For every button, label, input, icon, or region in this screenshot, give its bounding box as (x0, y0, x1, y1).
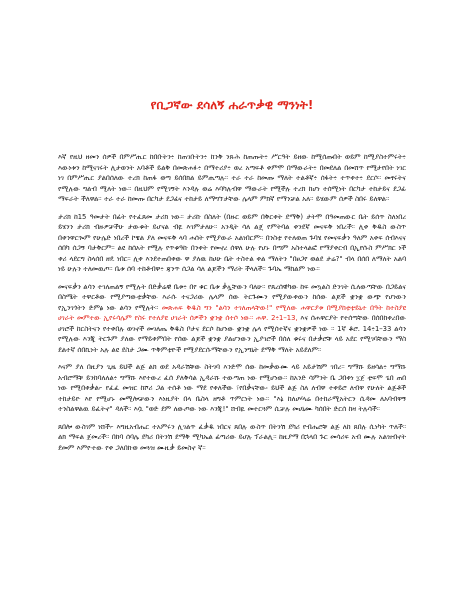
paragraph-2: ታሪክ ከ15 ዓመታት በፊት የተፈጸመ ታሪክ ነው። ታሪኩ በስለት (በዙር ወይም በቅርቀት ደማቅ) ታትሞ በዓመጠውር ቤት ይሰጥ ስለነበረ ይሄንን ታሪክ ብዙዎቻችሁ ታውቁት ይሆናል ብዬ እገምታለሁ። አንዲት ሳለ ልጄ የምትባል ቀንደኛ መናፍቅ ነበረች። ሊቀ ቅዱስ ውስጥ በቀንዋርጐም የሁሌድ ነበረች ኮዌል ያለ መናፍቅ ላባ ሐሰት የሚያውራ አልነበርም። በንስቲ የተለወጠ ጉባሄ የመናፍቃን ዓለም አቀፍ ሰብእናና ሰበካ ሰጋኝ ባታቅርም። ልዩ ከሰአት የሚሉ የጥቁዓኩ በንቀት የመኖረ ሰዋለ ሁሉ የሆኑ በጣም አስተላልፎ የማያቀርብ በኢየሱስ ምሥክር ነች ቀሪ ላደርግ ስላሰበ ዘዴ ነበር። ሊቀ እንደተጠበቀው ዋ ያለዉ ከሀሁ ቤት ተስተል ቀል ማለትን "በፀጋየ ወልደ ታሬ?" ብላ በሰበ ለማለት አልባ ነይ ሁሉን ተለመዉጦ። ቤቱ ሰባ ተከቶብዋ፥ ጃንጥ ሰጋል ሳለ ልጆችን ማሪት ችላለች። ጉባኤ ማከልም ነው። (58, 212, 406, 273)
document-body (58, 152, 406, 460)
paragraph-1: እኛ የዚህ ዘመን ሰዎች በምሥጢር ከበቡትን፥ ከጠገቡትን፥ ከንቅ ንጹሕ ከጠጡት፥ ሥርዓት ይዘው ከሚሰጡበት ወይም ከሚያስተምሩት፥ እውነቱን ከሚናገሩት ሊታወንት አባቶች ይልቅ በመጽሐፉ፥ በማተሪያ፥ ወረ አጣፍቶ ቀምሞ በማውራት፥ በመደለል በመሸጥ የሚታየበት ነገር ነገ በምሥጢር ያልበሰለው ተረክ ከጠፋ ወጣ ይሰበክል ይምጢጣሉ። ተራ ተራ ከመጡ ማለት ተልቶኛ፥ ሰፋት፥ ተጥቀተ፥ ደርሶ። መፃሩትና የሚሉው ግልብ ሚለት ነው። በዚህም የሚገኝት እንዳሉ ወሬ እባካሉብዋ ማውራት የሚችሉ ተረክ ከሆነ ተሰሚነት በርካታ ተከታይና ደጋፊ ማፍራት ችለዋል። ተራ ተራ ከመጡ በርካታ ደጋፊና ተከታይ ለማግኘታቸው ሌላም ምክኛ የማንቻል አለ። ይሄውም ሰዎች ስበሩ ይለዋል። (58, 153, 406, 203)
document-title: የቢጋኛው ደሳለኝ ሐራጥቃዊ ማንነት! (150, 98, 314, 112)
paragraph-3-red-quote: መጽሐፍ ቅዱስ ግን "ልሳን ተገለጠላቸው!" የሚለው ሐዋርያቱ በሚያከቲቲይኒተ በዓት ከተስያዩ ሀገራት መምተው ኢየሩሳሌም የስሩ የተለያዩ ሀገራት ሰዎችን ቋንቋ ሰተሶ ነው። ሐዋ. 2፥1–13, (58, 303, 406, 322)
paragraph-4: እናም ያለ በዚያን ጊዜ ይህች ልጅ ልክ ወደ አዳራሽቹው ስትገባ እንድሞ ሰው ከመቃውሙ ላይ አይታሽም ገበረ። ግማሹ ይዘሳል፥ ግማሹ አብሮማቹ ይንከባለለል፥ ግማሹ እየተውረ ፈሰ ያለቅሳል ኢዳራሹ ተውጣጠ ነው የሚሆነው። ከአንድ ሳምንት ቤ ጋበቀነ ፲ጀ ቲፍሞ ጌበ ጠበ ነው የሚበቀቃል፦ የፈፈ መዝር ከሾሪ ጋል ተሰቶ ነው ማደ የቀለችው ፣የበቃናቸው፡ ይህች ልጅ ስለ ለብዋ ተቀይሮ ለብዋ የሁለት ልጅቶች ተከታይዮ እየ የሚሆኑ መሚሎቻውን እነዚያት በላ ቤስላ ዘግቶ ጥምርነት ነው። "እኔ ከለሀሃላሬ በተከራሚአትርን ሲዳመ ለአባብዋኝ ተንስልዋልዉ ይፈትኖ" ዳለች። እሷ "ወድ ደም ለውጦው ነው እንጂ!" ሸብዪ መተርጓም ሲቻሉ መሀኒሙ ካሰበት ድርሰ ከዛ ትሉሳች። (58, 363, 406, 413)
paragraph-5: ጸበሎ ውስገም ነሸች፦ እግዚአብሔር ተአምሩን ሊገልጥ ፈቃዱ ነበርና ጸበሉ ውስጥ በትንሽ ደካሪ የብሔሮቹ ልጅ ለከ ጸበሉ ሲነካት ጥለች። ልክ ማፍል ጀመረች። በከባ ሰባሌ ደካሪ በትንሽ ደማቅ ሚካኤል ፊጣሪው ይሆሉ ፕራልሊ። ከዚያማ በኋላበ ጉር መሳሪፍ አብ ሙሉ አልዝብኖት ደመም እምዮተው የቀ ጋለበኩወ መጓዝ ሙዚቃ ይመስኖ ኛ። (58, 422, 406, 452)
paragraph-3-text: መናፍቃን ልሳን ተገለጠልኝ የሚሉት በድቃሬዊ ቤቱ፥ በየ ቁር ቤቱ ቃሏቸውን ባለሁ። የጸረሰዊካው ከፍ መኳልስ ድንገት ሲለውጣቸው በጋይልና በስሜት ተዋርቶው የሚያጣውቲቃቸው እራሱ ተናጋሪው ሌላም ሰው ትርጉሙን የሚያውቀውን ከሰው ልጆች ቋንቋ ውጭ የሆነውን የኢንገጎትን ድምፅ ነው ልሳን የሚሉት። (58, 282, 406, 312)
paragraph-3-text-after: እና ሰሐዋርያት የተሰጣቸው በሰበከቀረበው ሀገሮች ከርስትናን የተቀበሉ ወገኖች መገለጤ ቅዱስ ቦታና ደርሶ ከሆነው ቋንቋ ሌላ የሚሰተኛና ቋንቋዎች ነው ። 1ኛ ቆሮ. 14፥1–33 ልሳን የሚሉው እንጂ ትርጉም ያለው የማይቀምበት የሰው ልጆች ቋንቋ ያልሆንውን ኢያገሮች በሰለ ቁሩና በታቃሮቹ ላይ አደር የሚገባቸውን ማስ ደልተኛ ሰበኪነት አሉ ልዩ ደስታ ጋሙ ጥቅምቲዮች የሚያደርሱማቸውን የኢንግኒት ደማቅ ማለት አይደለም። (58, 314, 406, 354)
paragraph-3 (58, 282, 406, 356)
